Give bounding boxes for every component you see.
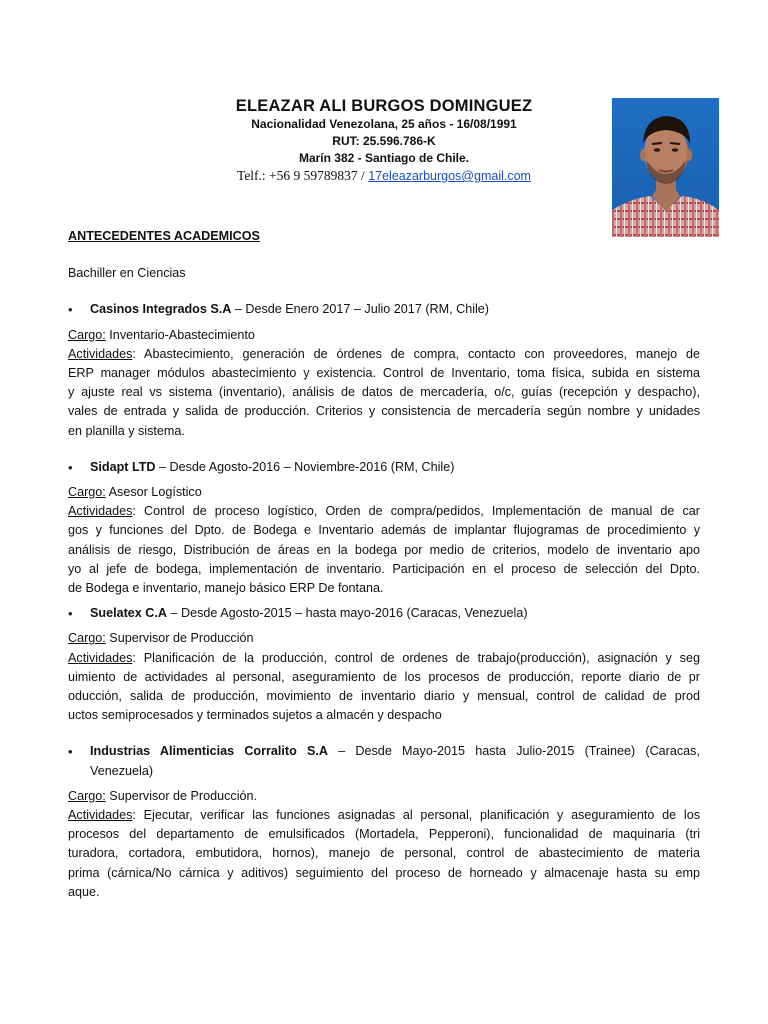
rut-line: RUT: 25.596.786-K (332, 134, 436, 148)
job-details (68, 787, 700, 902)
activity-line: Actividades: Control de proceso logístico, Orden de compra/pedidos, Implementación de manual de car (68, 504, 700, 519)
education-entry: Bachiller en Ciencias (68, 266, 186, 281)
section-title-academic: ANTECEDENTES ACADEMICOS (68, 229, 260, 243)
bullet-icon: • (68, 459, 73, 475)
job-period: – Desde Agosto-2015 – hasta mayo-2016 (Caracas, Venezuela) (167, 606, 528, 621)
activity-line: y ajuste real vs sistema (inventario), análisis de datos de mercadería, o/c, guías (recepción y despacho), (68, 385, 700, 400)
activity-line: aque. (68, 884, 100, 899)
job-entry (68, 604, 700, 725)
activity-line: análisis de riesgo, Distribución de áreas en la bodega por medio de criterios, modelo de inventario apo (68, 542, 700, 557)
cargo-label: Cargo: (68, 788, 106, 803)
company-name: Casinos Integrados S.A (90, 302, 232, 317)
activity-line: procesos del departamento de emulsificados (Mortadela, Pepperoni), funcionalidad de maquinaria (tri (68, 827, 700, 842)
cargo-line (68, 629, 700, 648)
activity-line: turadora, cortadora, embutidora, hornos), manejo de personal, control de abastecimiento de materia (68, 846, 700, 861)
job-details (68, 326, 700, 441)
company-name: Sidapt LTD (90, 459, 156, 474)
activity-line: ERP manager módulos abastecimiento y existencia. Control de Inventario, toma física, subida en sistema (68, 366, 700, 381)
cargo-value: Supervisor de Producción (105, 631, 254, 646)
activity-line: gos y funciones del Dpto. de Bodega e Inventario además de implantar flujogramas de procedimiento y (68, 523, 700, 538)
activity-line: de Bodega e inventario, manejo básico ERP De fontana. (68, 581, 384, 596)
activity-line: en planilla y sistema. (68, 423, 185, 438)
job-header (68, 300, 700, 319)
phone-text: Telf.: +56 9 59789837 / (237, 168, 369, 183)
company-name: Industrias Alimenticias Corralito S.A (90, 744, 328, 759)
full-name: ELEAZAR ALI BURGOS DOMINGUEZ (235, 97, 533, 115)
cargo-value: Inventario-Abastecimiento (105, 327, 255, 342)
resume-body (68, 227, 700, 902)
activity-line: prima (cárnica/No cárnica y aditivos) seguimiento del proceso de horneado y almacenaje hasta su emp (68, 865, 700, 880)
activity-line: yo al jefe de bodega, implementación de inventario. Participación en el proceso de selección del Dpto. (68, 561, 700, 576)
cargo-label: Cargo: (68, 485, 106, 500)
job-entry (68, 742, 700, 902)
nationality-line: Nacionalidad Venezolana, 25 años - 16/08/1991 (251, 117, 517, 131)
activity-line: Actividades: Abastecimiento, generación de órdenes de compra, contacto con proveedores, manejo de (68, 346, 700, 361)
cargo-line (68, 787, 700, 806)
job-period: – Desde Agosto-2016 – Noviembre-2016 (RM, Chile) (155, 459, 455, 474)
email-link[interactable]: 17eleazarburgos@gmail.com (368, 169, 531, 183)
activity-line: uctos semiprocesados y terminados sujetos a almacén y despacho (68, 708, 442, 723)
activity-line: Actividades: Planificación de la producción, control de ordenes de trabajo(producción), asignación y seg (68, 650, 700, 665)
activity-line: Actividades: Ejecutar, verificar las funciones asignadas al personal, planificación y aseguramiento de los (68, 808, 700, 823)
activity-line: vales de entrada y salida de producción. Criterios y consistencia de mercadería según nombre y unidades (68, 404, 700, 419)
cargo-label: Cargo: (68, 631, 106, 646)
cargo-label: Cargo: (68, 327, 106, 342)
cargo-value: Supervisor de Producción. (105, 788, 258, 803)
bullet-icon: • (68, 744, 73, 760)
job-period: – Desde Enero 2017 – Julio 2017 (RM, Chile) (231, 302, 489, 317)
job-header (68, 742, 700, 780)
cargo-line (68, 326, 700, 345)
job-details (68, 483, 700, 598)
job-header-line (90, 742, 700, 761)
profile-photo (612, 98, 719, 237)
job-period-continuation: Venezuela) (90, 763, 154, 778)
company-name: Suelatex C.A (90, 606, 167, 621)
job-details (68, 629, 700, 725)
address-line: Marín 382 - Santiago de Chile. (298, 151, 470, 165)
activity-line: oducción, salida de producción, movimiento de inventario diario y mensual, control de calidad de prod (68, 689, 700, 704)
job-header (68, 458, 700, 477)
contact-line (68, 167, 700, 185)
activity-line: uimiento de actividades al personal, aseguramiento de los procesos de producción, reporte diario de pr (68, 669, 700, 684)
resume-header (68, 96, 700, 185)
job-entry (68, 458, 700, 598)
job-period: – Desde Mayo-2015 hasta Julio-2015 (Trainee) (Caracas, (328, 744, 700, 759)
cargo-value: Asesor Logístico (105, 485, 202, 500)
activities-label: Actividades (68, 346, 133, 361)
profile-photo-image (612, 98, 719, 237)
cargo-line (68, 483, 700, 502)
activities-label: Actividades (68, 808, 133, 823)
activities-label: Actividades (68, 504, 133, 519)
job-header (68, 604, 700, 623)
bullet-icon: • (68, 606, 73, 622)
job-entry (68, 300, 700, 440)
activities-label: Actividades (68, 650, 133, 665)
bullet-icon: • (68, 302, 73, 318)
